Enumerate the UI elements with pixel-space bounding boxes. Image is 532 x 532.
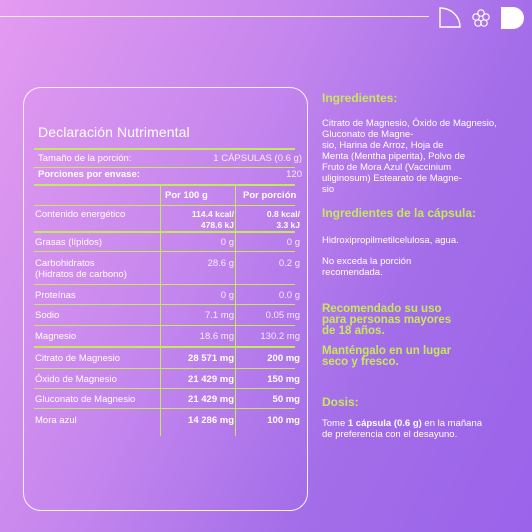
rule-header-bottom xyxy=(34,205,295,206)
brand-badge-icon xyxy=(500,6,526,30)
header-divider xyxy=(0,16,429,17)
age-recommendation: Recomendado su uso para personas mayores de 18 años. xyxy=(322,303,452,337)
value-per-100g: 21 429 mg xyxy=(188,373,234,385)
value-per-serving: 0.2 g xyxy=(278,257,300,269)
dosage-text-pre: Tome xyxy=(322,418,348,429)
row-divider xyxy=(34,408,295,409)
dosage-text-post: en la mañana de preferencia con el desayuno. xyxy=(322,418,483,440)
value-per-100g: 0 g xyxy=(220,236,234,248)
row-label: Grasas (lípidos) xyxy=(35,236,103,248)
brand-logos xyxy=(438,6,526,30)
row-divider xyxy=(34,304,295,305)
value-per-serving: 130.2 mg xyxy=(260,331,300,342)
nutrition-facts-panel xyxy=(23,87,308,511)
capsule-ingredients-text: Hidroxipropilmetilcelulosa, agua. xyxy=(322,235,459,246)
value-per-serving: 50 mg xyxy=(272,393,300,405)
row-label: Contenido energético xyxy=(35,208,126,220)
value-per-100g: 114.4 kcal/ 478.6 kJ xyxy=(191,208,234,230)
value-per-100g: 18.6 mg xyxy=(199,331,234,342)
row-divider xyxy=(34,325,295,326)
row-divider xyxy=(34,251,295,252)
dosage-amount: 1 cápsula (0.6 g) xyxy=(347,418,422,429)
storage-instructions: Manténgalo en un lugar seco y fresco. xyxy=(322,345,452,368)
serving-size-value: 1 CÁPSULAS (0.6 g) xyxy=(213,153,302,164)
row-label: Sodio xyxy=(35,310,60,321)
row-label: Óxido de Magnesio xyxy=(35,373,117,385)
value-per-100g: 0 g xyxy=(220,289,234,301)
rule-header-top xyxy=(34,184,295,186)
value-per-serving: 0.0 g xyxy=(278,289,300,301)
value-per-serving: 0 g xyxy=(286,236,300,248)
row-label: Carbohidratos (Hidratos de carbono) xyxy=(35,257,127,280)
column-divider-1 xyxy=(160,185,161,436)
column-per-serving: Por porción xyxy=(243,190,297,201)
value-per-serving: 200 mg xyxy=(267,352,300,364)
row-label: Magnesio xyxy=(35,331,77,342)
value-per-100g: 7.1 mg xyxy=(204,310,234,321)
capsule-ingredients-heading: Ingredientes de la cápsula: xyxy=(322,206,477,220)
row-label: Mora azul xyxy=(35,414,77,426)
leaf-shape-icon xyxy=(438,7,462,29)
row-divider xyxy=(34,231,295,233)
panel-title: Declaración Nutrimental xyxy=(38,124,190,140)
ingredients-heading: Ingredientes: xyxy=(322,91,398,105)
serving-size-label: Tamaño de la porción: xyxy=(38,153,132,164)
dosage-warning: No exceda la porción recomendada. xyxy=(322,256,412,278)
value-per-100g: 21 429 mg xyxy=(188,393,234,405)
rule-under-title xyxy=(34,148,295,150)
rule-serving xyxy=(34,167,295,168)
row-label: Gluconato de Magnesio xyxy=(35,393,136,405)
dosage-text xyxy=(322,418,522,440)
flower-icon xyxy=(471,8,491,28)
servings-value: 120 xyxy=(286,169,302,180)
row-divider xyxy=(34,368,295,369)
value-per-100g: 14 286 mg xyxy=(188,414,234,426)
value-per-100g: 28 571 mg xyxy=(188,352,234,364)
ingredients-text: Citrato de Magnesio, Óxido de Magnesio, Gluconato de Magne- sio, Harina de Arroz, Hoja de Menta (Mentha piperita), Polvo de Fruto de Mora Azul (Vaccinium uliginosum) Estearato de Magne- sio xyxy=(322,118,497,195)
value-per-serving: 0.05 mg xyxy=(265,310,300,321)
servings-label: Porciones por envase: xyxy=(38,169,140,180)
value-per-serving: 0.8 kcal/ 3.3 kJ xyxy=(266,208,300,230)
row-divider xyxy=(34,388,295,389)
value-per-serving: 150 mg xyxy=(267,373,300,385)
dosage-heading: Dosis: xyxy=(322,395,359,409)
row-label: Citrato de Magnesio xyxy=(35,352,121,364)
column-divider-2 xyxy=(235,185,236,436)
value-per-serving: 100 mg xyxy=(267,414,300,426)
row-label: Proteínas xyxy=(35,289,76,301)
row-divider xyxy=(34,346,295,348)
column-per-100g: Por 100 g xyxy=(165,190,208,201)
value-per-100g: 28.6 g xyxy=(207,257,234,269)
row-divider xyxy=(34,284,295,285)
